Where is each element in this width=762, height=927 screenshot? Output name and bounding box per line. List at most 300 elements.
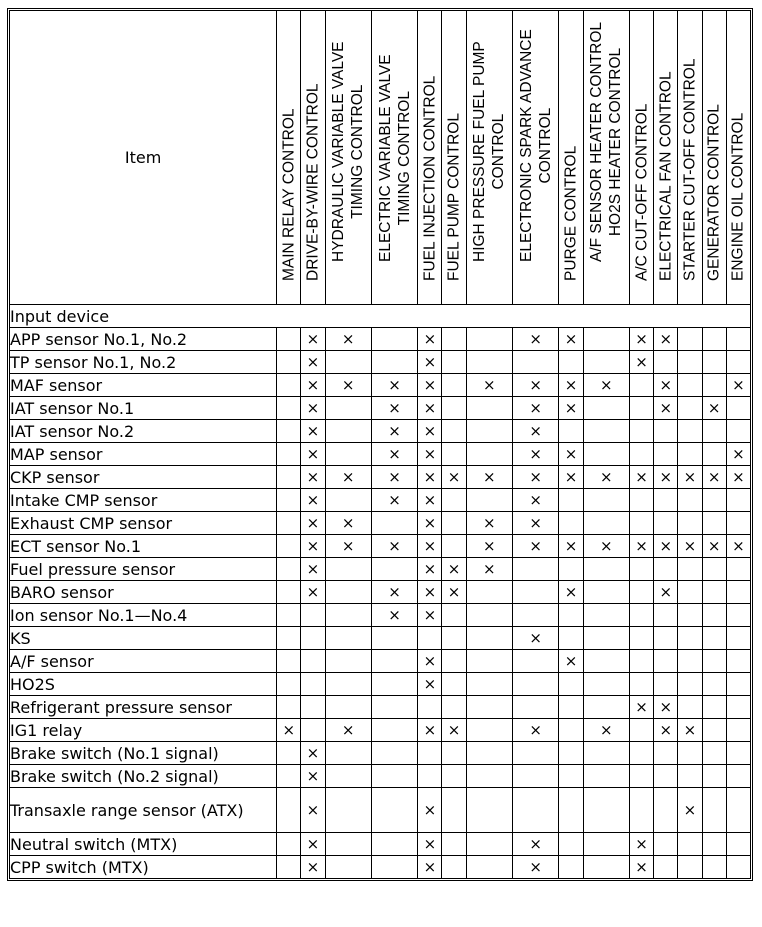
matrix-cell: [629, 833, 653, 856]
matrix-cell: [654, 328, 678, 351]
matrix-cell: [654, 604, 678, 627]
column-header-label: GENERATOR CONTROL: [705, 104, 723, 281]
matrix-cell: [301, 742, 325, 765]
table-row: [10, 512, 751, 535]
matrix-cell: [726, 742, 750, 765]
matrix-cell: [583, 719, 629, 742]
mark-cross: ×: [423, 491, 437, 509]
matrix-cell: [418, 856, 442, 879]
mark-cross: ×: [306, 422, 320, 440]
mark-cross: ×: [423, 721, 437, 739]
matrix-cell: [301, 535, 325, 558]
mark-cross: ×: [306, 858, 320, 876]
mark-cross: ×: [683, 537, 697, 555]
matrix-cell: [418, 627, 442, 650]
matrix-cell: [654, 742, 678, 765]
mark-cross: ×: [564, 445, 578, 463]
matrix-cell: [678, 512, 702, 535]
matrix-cell: [513, 512, 559, 535]
matrix-cell: [513, 788, 559, 833]
matrix-cell: [702, 627, 726, 650]
matrix-cell: [726, 696, 750, 719]
column-header: [629, 11, 653, 305]
mark-cross: ×: [423, 675, 437, 693]
mark-cross: ×: [483, 376, 496, 394]
matrix-cell: [301, 650, 325, 673]
table-row: [10, 833, 751, 856]
matrix-cell: [583, 604, 629, 627]
matrix-cell: [678, 351, 702, 374]
matrix-cell: [442, 351, 466, 374]
table-row: [10, 650, 751, 673]
matrix-cell: [726, 420, 750, 443]
matrix-cell: [301, 696, 325, 719]
matrix-cell: [418, 397, 442, 420]
matrix-cell: [371, 696, 417, 719]
mark-cross: ×: [306, 560, 320, 578]
column-header: [466, 11, 512, 305]
mark-cross: ×: [306, 399, 320, 417]
column-header: [442, 11, 466, 305]
matrix-cell: [654, 512, 678, 535]
matrix-cell: [559, 604, 583, 627]
mark-cross: ×: [423, 445, 437, 463]
matrix-cell: [654, 696, 678, 719]
mark-cross: ×: [564, 468, 578, 486]
matrix-cell: [442, 558, 466, 581]
row-label: KS: [10, 627, 277, 650]
mark-cross: ×: [341, 537, 355, 555]
mark-cross: ×: [529, 537, 542, 555]
mark-cross: ×: [306, 801, 320, 819]
matrix-cell: [702, 833, 726, 856]
matrix-cell: [726, 489, 750, 512]
matrix-cell: [629, 328, 653, 351]
mark-cross: ×: [599, 376, 613, 394]
column-header: [325, 11, 371, 305]
matrix-cell: [702, 443, 726, 466]
matrix-cell: [678, 765, 702, 788]
table-row: [10, 558, 751, 581]
table-row: [10, 420, 751, 443]
matrix-cell: [466, 374, 512, 397]
matrix-cell: [418, 788, 442, 833]
column-header: [371, 11, 417, 305]
matrix-cell: [277, 535, 301, 558]
matrix-cell: [702, 742, 726, 765]
mark-cross: ×: [306, 353, 320, 371]
mark-cross: ×: [306, 767, 320, 785]
matrix-cell: [442, 742, 466, 765]
matrix-cell: [678, 742, 702, 765]
matrix-cell: [629, 420, 653, 443]
matrix-cell: [726, 765, 750, 788]
mark-cross: ×: [599, 721, 613, 739]
matrix-cell: [678, 673, 702, 696]
mark-cross: ×: [635, 858, 648, 876]
matrix-cell: [583, 374, 629, 397]
column-header-label: MAIN RELAY CONTROL: [280, 108, 298, 281]
row-label: TP sensor No.1, No.2: [10, 351, 277, 374]
matrix-cell: [513, 328, 559, 351]
matrix-cell: [442, 512, 466, 535]
matrix-cell: [702, 765, 726, 788]
matrix-cell: [301, 489, 325, 512]
table-row: [10, 742, 751, 765]
matrix-cell: [325, 650, 371, 673]
mark-cross: ×: [341, 468, 355, 486]
matrix-cell: [702, 535, 726, 558]
input-device-matrix-table: [9, 10, 751, 879]
matrix-cell: [726, 466, 750, 489]
matrix-cell: [325, 719, 371, 742]
matrix-cell: [466, 328, 512, 351]
mark-cross: ×: [732, 537, 745, 555]
matrix-cell: [513, 833, 559, 856]
mark-cross: ×: [529, 399, 542, 417]
matrix-cell: [301, 351, 325, 374]
matrix-cell: [371, 489, 417, 512]
matrix-cell: [277, 397, 301, 420]
matrix-cell: [559, 397, 583, 420]
matrix-cell: [678, 535, 702, 558]
matrix-cell: [301, 788, 325, 833]
matrix-cell: [559, 650, 583, 673]
matrix-cell: [559, 856, 583, 879]
matrix-cell: [301, 856, 325, 879]
matrix-cell: [418, 650, 442, 673]
matrix-cell: [371, 374, 417, 397]
column-header-label: STARTER CUT-OFF CONTROL: [681, 58, 699, 281]
matrix-cell: [629, 650, 653, 673]
table-row: [10, 627, 751, 650]
matrix-cell: [583, 535, 629, 558]
matrix-cell: [513, 443, 559, 466]
matrix-cell: [301, 719, 325, 742]
matrix-cell: [559, 833, 583, 856]
mark-cross: ×: [341, 514, 355, 532]
mark-cross: ×: [423, 652, 437, 670]
matrix-cell: [418, 833, 442, 856]
table-row: [10, 489, 751, 512]
mark-cross: ×: [529, 491, 542, 509]
matrix-cell: [442, 535, 466, 558]
mark-cross: ×: [306, 376, 320, 394]
matrix-cell: [513, 604, 559, 627]
mark-cross: ×: [306, 468, 320, 486]
matrix-cell: [277, 856, 301, 879]
matrix-cell: [325, 397, 371, 420]
mark-cross: ×: [306, 835, 320, 853]
matrix-cell: [325, 627, 371, 650]
mark-cross: ×: [529, 835, 542, 853]
matrix-cell: [418, 420, 442, 443]
mark-cross: ×: [306, 445, 320, 463]
matrix-cell: [629, 788, 653, 833]
matrix-cell: [277, 581, 301, 604]
matrix-cell: [629, 856, 653, 879]
matrix-cell: [277, 351, 301, 374]
matrix-cell: [466, 397, 512, 420]
matrix-cell: [678, 489, 702, 512]
matrix-cell: [702, 581, 726, 604]
matrix-cell: [466, 765, 512, 788]
matrix-cell: [726, 351, 750, 374]
matrix-cell: [442, 856, 466, 879]
mark-cross: ×: [423, 514, 437, 532]
matrix-cell: [654, 535, 678, 558]
matrix-cell: [418, 489, 442, 512]
matrix-cell: [442, 443, 466, 466]
mark-cross: ×: [423, 835, 437, 853]
matrix-cell: [442, 374, 466, 397]
matrix-cell: [678, 374, 702, 397]
matrix-cell: [371, 328, 417, 351]
matrix-cell: [678, 443, 702, 466]
matrix-cell: [513, 489, 559, 512]
matrix-cell: [513, 696, 559, 719]
matrix-cell: [325, 466, 371, 489]
table-row: [10, 788, 751, 833]
matrix-cell: [325, 581, 371, 604]
column-header-label: PURGE CONTROL: [562, 145, 580, 281]
mark-cross: ×: [564, 330, 578, 348]
matrix-cell: [371, 512, 417, 535]
mark-cross: ×: [564, 537, 578, 555]
matrix-cell: [654, 765, 678, 788]
mark-cross: ×: [529, 330, 542, 348]
matrix-cell: [654, 833, 678, 856]
mark-cross: ×: [529, 721, 542, 739]
matrix-cell: [629, 558, 653, 581]
matrix-cell: [513, 673, 559, 696]
mark-cross: ×: [564, 652, 578, 670]
column-header: [277, 11, 301, 305]
matrix-cell: [277, 719, 301, 742]
table-row: [10, 397, 751, 420]
matrix-cell: [277, 443, 301, 466]
matrix-cell: [654, 443, 678, 466]
matrix-cell: [442, 420, 466, 443]
matrix-cell: [371, 351, 417, 374]
mark-cross: ×: [423, 606, 437, 624]
matrix-cell: [513, 742, 559, 765]
row-label: Transaxle range sensor (ATX): [10, 788, 277, 833]
matrix-cell: [513, 351, 559, 374]
matrix-cell: [702, 650, 726, 673]
mark-cross: ×: [447, 560, 461, 578]
matrix-cell: [726, 443, 750, 466]
matrix-cell: [629, 535, 653, 558]
matrix-cell: [301, 466, 325, 489]
matrix-cell: [277, 833, 301, 856]
mark-cross: ×: [423, 376, 437, 394]
mark-cross: ×: [683, 721, 697, 739]
header-row: [10, 11, 751, 305]
matrix-cell: [629, 489, 653, 512]
matrix-cell: [301, 833, 325, 856]
matrix-cell: [301, 558, 325, 581]
column-header: [559, 11, 583, 305]
mark-cross: ×: [388, 445, 401, 463]
mark-cross: ×: [423, 330, 437, 348]
matrix-cell: [726, 719, 750, 742]
mark-cross: ×: [599, 468, 613, 486]
matrix-cell: [726, 627, 750, 650]
column-header-label: A/F SENSOR HEATER CONTROL HO2S HEATER CONTROL: [588, 22, 625, 262]
matrix-cell: [559, 788, 583, 833]
matrix-cell: [418, 535, 442, 558]
matrix-cell: [277, 420, 301, 443]
mark-cross: ×: [341, 721, 355, 739]
matrix-cell: [418, 696, 442, 719]
mark-cross: ×: [529, 629, 542, 647]
matrix-cell: [629, 673, 653, 696]
matrix-cell: [371, 719, 417, 742]
matrix-cell: [371, 558, 417, 581]
matrix-cell: [726, 673, 750, 696]
mark-cross: ×: [483, 514, 496, 532]
matrix-cell: [583, 466, 629, 489]
matrix-cell: [301, 374, 325, 397]
mark-cross: ×: [659, 468, 673, 486]
matrix-cell: [702, 328, 726, 351]
matrix-cell: [654, 581, 678, 604]
mark-cross: ×: [306, 744, 320, 762]
matrix-cell: [442, 696, 466, 719]
matrix-cell: [629, 351, 653, 374]
matrix-cell: [466, 420, 512, 443]
column-header: [702, 11, 726, 305]
mark-cross: ×: [732, 445, 745, 463]
row-label: MAF sensor: [10, 374, 277, 397]
matrix-cell: [629, 696, 653, 719]
matrix-cell: [301, 604, 325, 627]
matrix-cell: [629, 374, 653, 397]
matrix-cell: [371, 535, 417, 558]
matrix-cell: [277, 627, 301, 650]
matrix-cell: [702, 512, 726, 535]
matrix-cell: [513, 535, 559, 558]
row-label: Brake switch (No.1 signal): [10, 742, 277, 765]
column-header-label: DRIVE-BY-WIRE CONTROL: [304, 83, 322, 281]
matrix-cell: [325, 328, 371, 351]
mark-cross: ×: [388, 422, 401, 440]
mark-cross: ×: [423, 468, 437, 486]
matrix-cell: [583, 397, 629, 420]
matrix-cell: [277, 788, 301, 833]
matrix-cell: [277, 558, 301, 581]
matrix-cell: [513, 466, 559, 489]
mark-cross: ×: [707, 399, 721, 417]
column-header-label: FUEL INJECTION CONTROL: [421, 75, 439, 281]
matrix-cell: [654, 466, 678, 489]
matrix-cell: [301, 673, 325, 696]
matrix-cell: [559, 673, 583, 696]
matrix-cell: [442, 489, 466, 512]
matrix-cell: [466, 351, 512, 374]
row-label: Fuel pressure sensor: [10, 558, 277, 581]
matrix-cell: [559, 696, 583, 719]
column-header: [301, 11, 325, 305]
mark-cross: ×: [529, 376, 542, 394]
matrix-cell: [371, 604, 417, 627]
matrix-cell: [702, 788, 726, 833]
matrix-cell: [418, 673, 442, 696]
matrix-cell: [726, 512, 750, 535]
matrix-cell: [678, 650, 702, 673]
matrix-cell: [466, 673, 512, 696]
matrix-cell: [559, 489, 583, 512]
matrix-cell: [513, 627, 559, 650]
matrix-cell: [559, 581, 583, 604]
matrix-cell: [277, 765, 301, 788]
matrix-cell: [513, 765, 559, 788]
matrix-cell: [418, 351, 442, 374]
matrix-cell: [466, 512, 512, 535]
matrix-cell: [301, 512, 325, 535]
mark-cross: ×: [635, 353, 648, 371]
matrix-cell: [277, 328, 301, 351]
matrix-cell: [678, 466, 702, 489]
row-label: Brake switch (No.2 signal): [10, 765, 277, 788]
table-row: [10, 696, 751, 719]
matrix-cell: [629, 719, 653, 742]
matrix-cell: [466, 466, 512, 489]
row-label: Neutral switch (MTX): [10, 833, 277, 856]
mark-cross: ×: [732, 376, 745, 394]
matrix-cell: [371, 627, 417, 650]
matrix-cell: [629, 742, 653, 765]
matrix-cell: [442, 833, 466, 856]
matrix-cell: [629, 627, 653, 650]
matrix-cell: [559, 765, 583, 788]
matrix-cell: [559, 328, 583, 351]
matrix-cell: [325, 788, 371, 833]
table-row: [10, 443, 751, 466]
matrix-cell: [559, 420, 583, 443]
matrix-cell: [583, 788, 629, 833]
matrix-cell: [654, 673, 678, 696]
matrix-cell: [325, 535, 371, 558]
matrix-cell: [583, 581, 629, 604]
matrix-cell: [277, 604, 301, 627]
matrix-cell: [513, 397, 559, 420]
matrix-cell: [678, 833, 702, 856]
mark-cross: ×: [529, 858, 542, 876]
matrix-cell: [702, 696, 726, 719]
matrix-cell: [371, 788, 417, 833]
matrix-cell: [325, 443, 371, 466]
mark-cross: ×: [282, 721, 296, 739]
matrix-cell: [442, 719, 466, 742]
matrix-cell: [726, 535, 750, 558]
matrix-cell: [442, 466, 466, 489]
matrix-cell: [583, 650, 629, 673]
column-header-label: ELECTRONIC SPARK ADVANCE CONTROL: [517, 29, 554, 262]
matrix-cell: [702, 558, 726, 581]
matrix-cell: [583, 765, 629, 788]
matrix-cell: [513, 374, 559, 397]
matrix-cell: [654, 374, 678, 397]
matrix-cell: [466, 856, 512, 879]
row-label: A/F sensor: [10, 650, 277, 673]
matrix-cell: [559, 558, 583, 581]
matrix-cell: [629, 765, 653, 788]
row-label: Exhaust CMP sensor: [10, 512, 277, 535]
matrix-cell: [583, 696, 629, 719]
matrix-cell: [654, 788, 678, 833]
